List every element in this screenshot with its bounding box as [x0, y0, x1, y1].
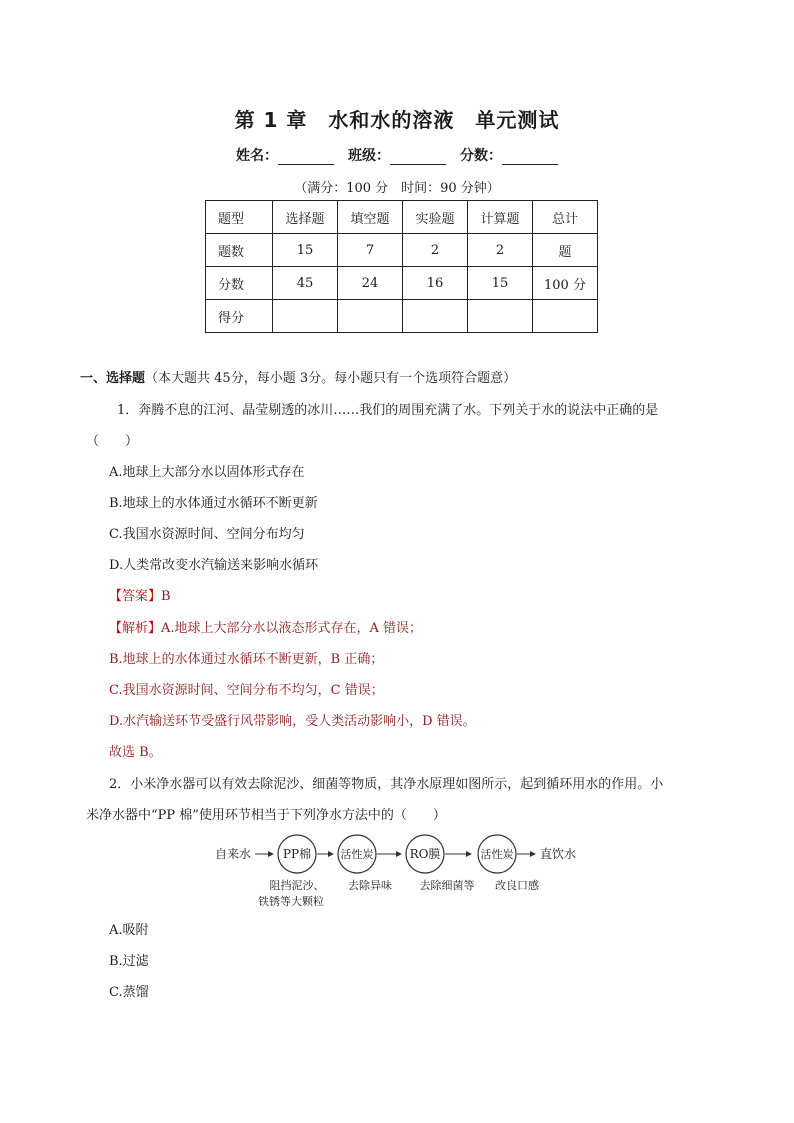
q2-option-c[interactable]: C.蒸馏	[109, 985, 149, 1000]
q1-analysis-line4: D.水汽输送环节受盛行风带影响，受人类活动影响小，D 错误。	[109, 714, 476, 729]
student-info	[0, 145, 794, 165]
q2-stem-line2: 米净水器中“PP 棉”使用环节相当于下列净水方法中的（ ）	[86, 808, 446, 823]
q2-option-b[interactable]: B.过滤	[109, 954, 149, 969]
q1-option-d[interactable]: D.人类常改变水汽输送来影响水循环	[109, 558, 319, 573]
section-heading	[80, 367, 516, 386]
table-cell: 题型	[206, 201, 273, 234]
stage-carbon2-desc: 改良口感	[495, 879, 539, 892]
diagram-input-label: 自来水	[215, 847, 252, 861]
table-cell: 45	[273, 267, 338, 300]
table-cell: 选择题	[273, 201, 338, 234]
table-cell: 15	[273, 234, 338, 267]
table-cell: 得分	[206, 300, 273, 333]
score-blank[interactable]	[502, 150, 558, 165]
stage-ro-desc: 去除细菌等	[419, 879, 475, 892]
name-label: 姓名：	[236, 148, 278, 164]
stage-carbon2-label: 活性炭	[480, 848, 514, 861]
class-label: 班级：	[348, 148, 390, 164]
table-cell: 15	[468, 267, 533, 300]
table-row	[206, 234, 598, 267]
answer-tag: 【答案】	[109, 589, 162, 604]
q1-stem-line1: 1．奔腾不息的江河、晶莹剔透的冰川……我们的周围充满了水。下列关于水的说法中正确的是	[117, 403, 659, 418]
q1-analysis-line1	[109, 617, 422, 636]
table-cell: 实验题	[403, 201, 468, 234]
table-cell: 计算题	[468, 201, 533, 234]
stage-carbon1-desc: 去除异味	[348, 879, 392, 892]
table-cell: 7	[338, 234, 403, 267]
answer-value: B	[161, 589, 171, 604]
table-cell: 总计	[533, 201, 598, 234]
table-cell-input[interactable]	[403, 300, 468, 333]
water-purifier-diagram	[215, 832, 615, 912]
analysis-tag: 【解析】	[109, 621, 162, 636]
section-description: （本大题共 45分，每小题 3分。每小题只有一个选项符合题意）	[145, 371, 517, 386]
table-cell: 题数	[206, 234, 273, 267]
analysis-text: A.地球上大部分水以液态形式存在，A 错误；	[161, 621, 423, 636]
exam-note: （满分：100 分 时间：90 分钟）	[294, 181, 500, 196]
stage-ro-label: RO膜	[409, 847, 441, 861]
q1-stem-line2: （ ）	[86, 434, 139, 449]
table-cell-input[interactable]	[273, 300, 338, 333]
stage-pp-label: PP棉	[282, 847, 312, 861]
score-label: 分数：	[460, 148, 502, 164]
page-title: 第 1 章 水和水的溶液 单元测试	[234, 108, 560, 132]
q1-analysis-line2: B.地球上的水体通过水循环不断更新，B 正确；	[109, 652, 384, 667]
diagram-output-label: 直饮水	[540, 847, 577, 861]
stage-pp-desc1: 阻挡泥沙、	[269, 879, 325, 892]
table-cell: 16	[403, 267, 468, 300]
table-cell-input[interactable]	[533, 300, 598, 333]
q1-option-a[interactable]: A.地球上大部分水以固体形式存在	[109, 465, 305, 480]
table-cell: 题	[533, 234, 598, 267]
q1-conclusion: 故选 B。	[109, 745, 162, 760]
stage-pp-desc2: 铁锈等大颗粒	[258, 895, 324, 908]
table-cell: 2	[468, 234, 533, 267]
table-row	[206, 267, 598, 300]
q1-analysis-line3: C.我国水资源时间、空间分布不均匀，C 错误；	[109, 683, 384, 698]
q1-option-c[interactable]: C.我国水资源时间、空间分布均匀	[109, 527, 305, 542]
table-cell-input[interactable]	[338, 300, 403, 333]
name-blank[interactable]	[278, 150, 334, 165]
score-table	[205, 200, 598, 333]
table-cell-input[interactable]	[468, 300, 533, 333]
table-cell: 24	[338, 267, 403, 300]
table-cell: 填空题	[338, 201, 403, 234]
table-row	[206, 300, 598, 333]
q2-option-a[interactable]: A.吸附	[109, 923, 149, 938]
q1-answer	[109, 585, 171, 604]
section-title: 一、选择题	[80, 371, 146, 386]
table-cell: 100 分	[533, 267, 598, 300]
table-cell: 2	[403, 234, 468, 267]
stage-carbon1-label: 活性炭	[340, 848, 374, 861]
table-header-row	[206, 201, 598, 234]
class-blank[interactable]	[390, 150, 446, 165]
q2-stem-line1: 2．小米净水器可以有效去除泥沙、细菌等物质，其净水原理如图所示，起到循环用水的作用。小	[109, 777, 664, 792]
table-cell: 分数	[206, 267, 273, 300]
q1-option-b[interactable]: B.地球上的水体通过水循环不断更新	[109, 496, 318, 511]
